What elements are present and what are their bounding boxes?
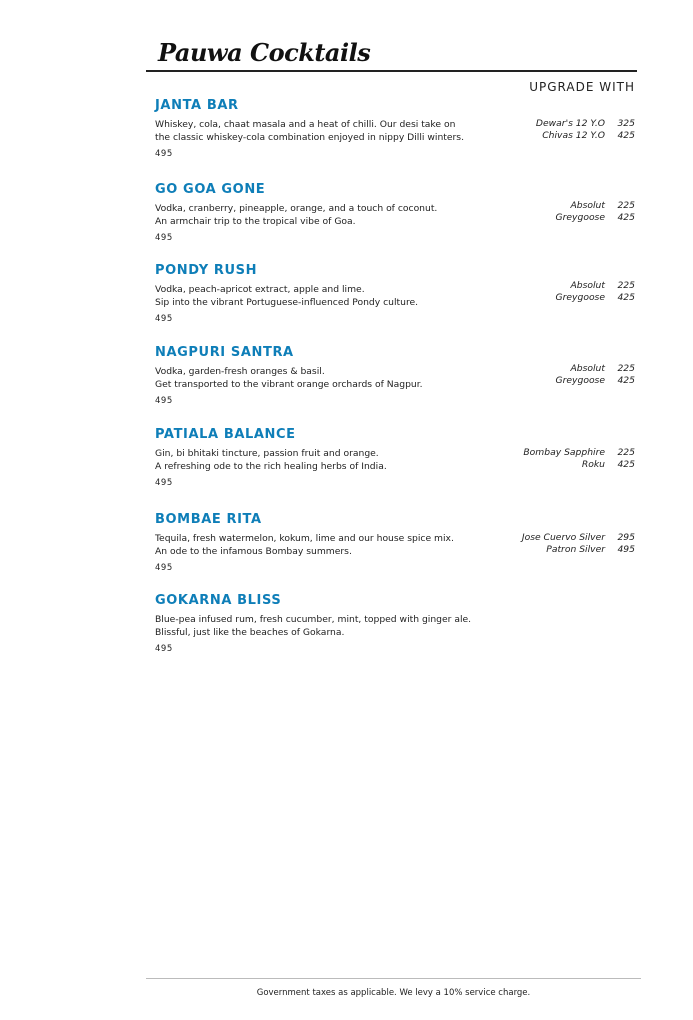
title-divider — [146, 70, 637, 72]
upgrade-price: 425 — [617, 292, 635, 303]
menu-item-janta-bar — [155, 98, 635, 159]
item-name: BOMBAE RITA — [155, 512, 262, 527]
upgrade-list — [435, 363, 635, 387]
upgrade-price: 495 — [617, 544, 635, 555]
upgrade-option — [435, 363, 635, 375]
item-description-line-1: Tequila, fresh watermelon, kokum, lime and our house spice mix. — [155, 533, 454, 544]
item-price: 495 — [155, 149, 173, 159]
item-description-line-1: Gin, bi bhitaki tincture, passion fruit and orange. — [155, 448, 379, 459]
upgrade-price: 225 — [617, 200, 635, 211]
upgrade-price: 225 — [617, 447, 635, 458]
upgrade-price: 225 — [617, 363, 635, 374]
item-description-line-1: Vodka, cranberry, pineapple, orange, and a touch of coconut. — [155, 203, 438, 214]
upgrade-spirit: Absolut — [570, 363, 605, 374]
item-description-line-2: A refreshing ode to the rich healing herbs of India. — [155, 461, 387, 472]
upgrade-spirit: Greygoose — [555, 375, 605, 386]
upgrade-option — [435, 532, 635, 544]
item-price: 495 — [155, 478, 173, 488]
item-price: 495 — [155, 563, 173, 573]
menu-item-bombae-rita — [155, 512, 635, 573]
item-description-line-2: Sip into the vibrant Portuguese-influenced Pondy culture. — [155, 297, 419, 308]
item-description-line-1: Whiskey, cola, chaat masala and a heat of chilli. Our desi take on — [155, 119, 456, 130]
upgrade-list — [435, 447, 635, 471]
item-price: 495 — [155, 314, 173, 324]
item-price: 495 — [155, 644, 173, 654]
upgrade-spirit: Bombay Sapphire — [523, 447, 605, 458]
item-description-line-1: Vodka, garden-fresh oranges & basil. — [155, 366, 325, 377]
upgrade-option — [435, 200, 635, 212]
upgrade-spirit: Patron Silver — [546, 544, 605, 555]
item-name: NAGPURI SANTRA — [155, 345, 294, 360]
upgrade-option — [435, 280, 635, 292]
item-name: JANTA BAR — [155, 98, 239, 113]
upgrade-price: 295 — [617, 532, 635, 543]
menu-item-nagpuri-santra — [155, 345, 635, 406]
item-name: GO GOA GONE — [155, 182, 266, 197]
upgrade-spirit: Dewar's 12 Y.O — [535, 118, 605, 129]
upgrade-price: 425 — [617, 375, 635, 386]
upgrade-price: 325 — [617, 118, 635, 129]
upgrade-price: 425 — [617, 130, 635, 141]
upgrade-spirit: Absolut — [570, 200, 605, 211]
upgrade-option — [435, 118, 635, 130]
upgrade-option — [435, 292, 635, 304]
upgrade-spirit: Greygoose — [555, 212, 605, 223]
upgrade-spirit: Jose Cuervo Silver — [521, 532, 605, 543]
item-description-line-1: Blue-pea infused rum, fresh cucumber, mint, topped with ginger ale. — [155, 614, 472, 625]
upgrade-option — [435, 544, 635, 556]
item-price: 495 — [155, 233, 173, 243]
upgrade-option — [435, 459, 635, 471]
upgrade-price: 425 — [617, 212, 635, 223]
item-description-line-2: Get transported to the vibrant orange orchards of Nagpur. — [155, 379, 423, 390]
menu-item-patiala-balance — [155, 427, 635, 488]
item-name: PATIALA BALANCE — [155, 427, 296, 442]
item-description-line-2: the classic whiskey-cola combination enjoyed in nippy Dilli winters. — [155, 132, 465, 143]
upgrade-price: 225 — [617, 280, 635, 291]
upgrade-list — [435, 118, 635, 142]
item-description-line-2: An ode to the infamous Bombay summers. — [155, 546, 352, 557]
upgrade-spirit: Absolut — [570, 280, 605, 291]
item-description-line-2: Blissful, just like the beaches of Gokarna. — [155, 627, 345, 638]
upgrade-list — [435, 200, 635, 224]
upgrade-option — [435, 447, 635, 459]
item-name: GOKARNA BLISS — [155, 593, 282, 608]
item-price: 495 — [155, 396, 173, 406]
upgrade-spirit: Greygoose — [555, 292, 605, 303]
item-description-line-2: An armchair trip to the tropical vibe of Goa. — [155, 216, 356, 227]
item-name: PONDY RUSH — [155, 263, 258, 278]
upgrade-spirit: Roku — [581, 459, 605, 470]
upgrade-list — [435, 280, 635, 304]
upgrade-option — [435, 130, 635, 142]
page-title: Pauwa Cocktails — [158, 38, 371, 67]
upgrade-list — [435, 532, 635, 556]
upgrade-spirit: Chivas 12 Y.O — [542, 130, 605, 141]
upgrade-option — [435, 375, 635, 387]
menu-item-go-goa-gone — [155, 182, 635, 243]
upgrade-column-heading: UPGRADE WITH — [529, 80, 635, 94]
item-description-line-1: Vodka, peach-apricot extract, apple and lime. — [155, 284, 365, 295]
footer-divider — [146, 978, 641, 979]
upgrade-price: 425 — [617, 459, 635, 470]
footer-note: Government taxes as applicable. We levy a 10% service charge. — [256, 988, 531, 998]
upgrade-option — [435, 212, 635, 224]
menu-item-pondy-rush — [155, 263, 635, 324]
menu-item-gokarna-bliss — [155, 593, 635, 654]
